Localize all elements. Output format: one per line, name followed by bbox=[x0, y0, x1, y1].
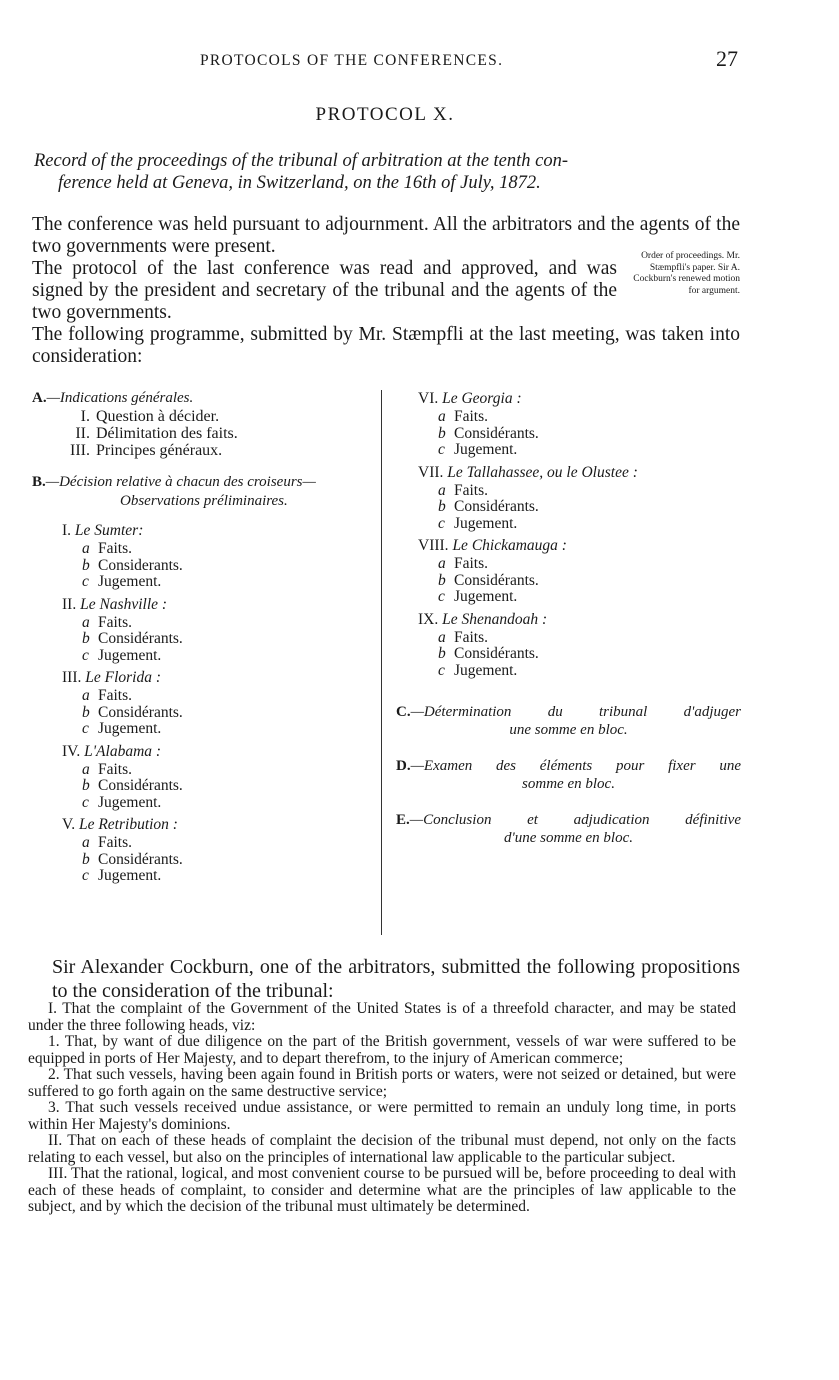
section-a-title: —Indications générales. bbox=[46, 390, 194, 406]
ship-name: Le Retribution : bbox=[78, 816, 178, 833]
ship-entry: VIII. Le Chickamauga : a Faits. b Considérants. c Jugement. bbox=[418, 537, 567, 605]
cockburn-intro: Sir Alexander Cockburn, one of the arbitrators, submitted the following propositions to the consideration of the tribunal: bbox=[52, 956, 740, 1002]
proposition: 2. That such vessels, having been again found in British ports or waters, were not seized or detained, but were suffered to go forth again on the same destructive service; bbox=[28, 1066, 736, 1100]
ship-entry: IV. L'Alabama : a Faits. b Considérants. c Jugement. bbox=[62, 742, 183, 811]
running-head bbox=[30, 46, 740, 74]
page-number: 27 bbox=[716, 46, 738, 71]
ship-entry: III. Le Florida : a Faits. b Considérants. c Jugement. bbox=[62, 669, 183, 737]
record-line-1: Record of the proceedings of the tribunal of arbitration at the tenth con- bbox=[34, 151, 569, 171]
section-b-letter: B. bbox=[32, 474, 46, 490]
section-a-list bbox=[32, 408, 382, 459]
margin-note: Order of proceedings. Mr. Stæmpfli's paper. Sir A. Cockburn's renewed motion for argument. bbox=[633, 251, 740, 296]
ship-entry: IX. Le Shenandoah : a Faits. b Considérants. c Jugement. bbox=[418, 610, 548, 679]
ship-entry: V. Le Retribution : a Faits. b Considérants. c Jugement. bbox=[62, 816, 183, 884]
proposition: 3. That such vessels received undue assistance, or were permitted to remain an unduly long time, in ports within Her Majesty's dominions. bbox=[28, 1099, 736, 1133]
running-title: PROTOCOLS OF THE CONFERENCES. bbox=[200, 52, 504, 69]
record-heading bbox=[34, 150, 739, 194]
paragraph-protocol-approved: The protocol of the last conference was read and approved, and was signed by the president and secretary of the tribunal and the agents of the two governments. bbox=[32, 258, 617, 323]
section-b-heading bbox=[32, 473, 382, 511]
list-item: III. Principes généraux. bbox=[70, 442, 223, 459]
protocol-title: PROTOCOL X. bbox=[315, 104, 455, 125]
section-c-letter: C. bbox=[396, 704, 411, 720]
section-d-letter: D. bbox=[396, 758, 411, 774]
section-a-letter: A. bbox=[32, 390, 47, 406]
paragraph-programme: The following programme, submitted by Mr. Stæmpfli at the last meeting, was taken into consideration: bbox=[32, 324, 740, 367]
list-item: II. Délimitation des faits. bbox=[75, 425, 238, 442]
section-e: E.—Conclusion et adjudication définitive d'une somme en bloc. bbox=[396, 812, 741, 846]
ship-entry: I. Le Sumter: a Faits. b Considerants. c Jugement. bbox=[62, 522, 183, 590]
ships-right-list bbox=[396, 389, 741, 679]
ship-name: Le Georgia : bbox=[442, 390, 522, 407]
proposition: I. That the complaint of the Government of the United States is of a threefold character, and may be stated under the three following heads, viz: bbox=[28, 1000, 736, 1034]
ship-name: Le Florida : bbox=[85, 669, 162, 686]
section-a-heading bbox=[32, 389, 382, 408]
ship-entry: II. Le Nashville : a Faits. b Considérants. c Jugement. bbox=[62, 595, 183, 664]
section-c: C.—Détermination du tribunal d'adjuger une somme en bloc. bbox=[396, 704, 741, 738]
paragraph-adjournment: The conference was held pursuant to adjournment. All the arbitrators and the agents of the two governments were present. bbox=[32, 214, 740, 257]
ship-entry: VI. Le Georgia : a Faits. b Considérants. c Jugement. bbox=[418, 390, 539, 458]
ship-name: Le Chickamauga : bbox=[452, 537, 567, 554]
propositions bbox=[28, 1001, 736, 1216]
ship-name: Le Tallahassee, ou le Olustee : bbox=[447, 463, 638, 481]
programme-right-column bbox=[396, 389, 741, 847]
ship-entry: VII. Le Tallahassee, ou le Olustee : a Faits. b Considérants. c Jugement. bbox=[418, 463, 638, 532]
section-d: D.—Examen des éléments pour fixer une somme en bloc. bbox=[396, 758, 741, 792]
ship-name: Le Sumter: bbox=[74, 522, 144, 539]
list-item: I. Question à décider. bbox=[80, 408, 220, 425]
ships-left-list bbox=[32, 521, 382, 885]
record-line-2: ference held at Geneva, in Switzerland, on the 16th of July, 1872. bbox=[58, 173, 541, 193]
section-b-title-1: —Décision relative à chacun des croiseurs— bbox=[45, 474, 316, 490]
proposition: II. That on each of these heads of complaint the decision of the tribunal must depend, not only on the facts relating to each vessel, but also on the principles of international law applicable to the particular subject. bbox=[28, 1132, 736, 1166]
section-b-title-2: Observations préliminaires. bbox=[120, 493, 288, 509]
ship-name: L'Alabama : bbox=[84, 742, 162, 760]
proposition: 1. That, by want of due diligence on the part of the British government, vessels of war were suffered to be equipped in ports of Her Majesty, and to depart therefrom, to the injury of American commerce; bbox=[28, 1033, 736, 1067]
ship-name: Le Shenandoah : bbox=[442, 610, 548, 628]
column-divider bbox=[381, 390, 382, 935]
programme-left-column bbox=[32, 389, 382, 885]
ship-name: Le Nashville : bbox=[80, 595, 168, 613]
section-e-letter: E. bbox=[396, 812, 410, 828]
proposition: III. That the rational, logical, and most convenient course to be pursued will be, before proceeding to deal with each of these heads of complaint, to consider and determine what are the principles of law applicable to the subject, and by which the decision of the tribunal must ultimately be determined. bbox=[28, 1165, 736, 1215]
